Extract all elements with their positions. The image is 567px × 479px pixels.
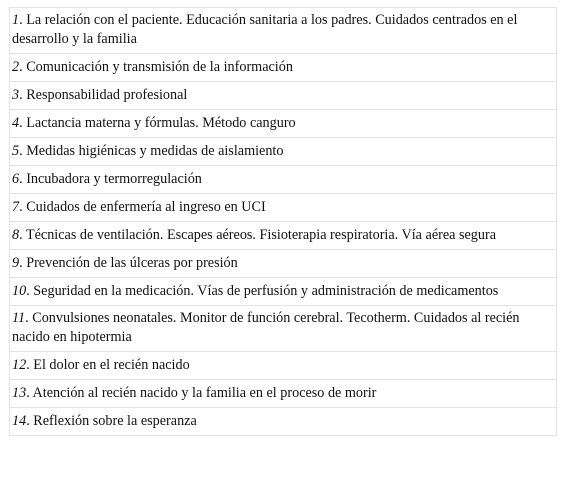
chapter-cell[interactable]: 12. El dolor en el recién nacido [10,352,557,380]
chapter-title: Incubadora y termorregulación [26,171,202,187]
chapter-row [10,138,557,166]
chapter-row [10,380,557,408]
chapter-row [10,8,557,54]
chapter-number: 11 [12,310,26,326]
chapter-cell[interactable]: 14. Reflexión sobre la esperanza [10,408,557,436]
chapter-title: Reflexión sobre la esperanza [33,413,197,429]
chapter-row [10,278,557,306]
chapter-row [10,352,557,380]
chapter-row [10,166,557,194]
chapter-title: Seguridad en la medicación. Vías de perfusión y administración de medicamentos [33,283,499,299]
chapter-number: 7 [12,199,20,215]
chapter-number: 4 [12,115,20,131]
chapter-title: Técnicas de ventilación. Escapes aéreos. Fisioterapia respiratoria. Vía aérea segura [25,227,497,243]
chapter-cell[interactable]: 1. La relación con el paciente. Educación sanitaria a los padres. Cuidados centrados en el desarrollo y la familia [10,8,557,54]
chapter-row [10,194,557,222]
chapter-title: Atención al recién nacido y la familia en el proceso de morir [32,385,377,401]
chapter-cell[interactable]: 13. Atención al recién nacido y la familia en el proceso de morir [10,380,557,408]
chapter-number: 14 [12,413,27,429]
chapter-list [9,7,557,436]
chapter-row [10,54,557,82]
chapter-number: 2 [12,59,20,75]
chapter-cell[interactable]: 10. Seguridad en la medicación. Vías de perfusión y administración de medicamentos [10,278,557,306]
chapter-row [10,110,557,138]
chapter-cell[interactable]: 5. Medidas higiénicas y medidas de aislamiento [10,138,557,166]
chapter-cell[interactable]: 3. Responsabilidad profesional [10,82,557,110]
chapter-cell[interactable]: 11. Convulsiones neonatales. Monitor de función cerebral. Tecotherm. Cuidados al recién nacido en hipotermia [10,306,557,352]
chapter-cell[interactable]: 2. Comunicación y transmisión de la información [10,54,557,82]
chapter-number: 8 [12,227,20,243]
chapter-number: 10 [12,283,27,299]
chapter-number: 13 [12,385,27,401]
chapter-row [10,250,557,278]
chapter-title: Medidas higiénicas y medidas de aislamiento [26,143,284,159]
chapter-title: El dolor en el recién nacido [33,357,190,373]
chapter-row [10,408,557,436]
chapter-title: Comunicación y transmisión de la información [26,59,293,75]
chapter-cell[interactable]: 4. Lactancia materna y fórmulas. Método canguro [10,110,557,138]
chapter-number: 5 [12,143,20,159]
chapter-number: 6 [12,171,20,187]
chapter-title: La relación con el paciente. Educación sanitaria a los padres. Cuidados centrados en el desarrollo y la familia [12,12,518,47]
chapter-number: 9 [12,255,20,271]
chapter-title: Responsabilidad profesional [26,87,188,103]
chapter-cell[interactable]: 8. Técnicas de ventilación. Escapes aéreos. Fisioterapia respiratoria. Vía aérea segura [10,222,557,250]
chapter-number: 12 [12,357,27,373]
chapter-row [10,82,557,110]
chapter-title: Cuidados de enfermería al ingreso en UCI [26,199,266,215]
chapter-number: 1 [12,12,20,28]
chapter-row [10,222,557,250]
chapter-title: Prevención de las úlceras por presión [26,255,238,271]
chapter-title: Convulsiones neonatales. Monitor de función cerebral. Tecotherm. Cuidados al recién nacido en hipotermia [12,310,520,345]
chapter-cell[interactable]: 7. Cuidados de enfermería al ingreso en UCI [10,194,557,222]
chapter-cell[interactable]: 6. Incubadora y termorregulación [10,166,557,194]
chapter-cell[interactable]: 9. Prevención de las úlceras por presión [10,250,557,278]
chapter-number: 3 [12,87,20,103]
chapter-title: Lactancia materna y fórmulas. Método canguro [26,115,296,131]
chapter-row [10,306,557,352]
